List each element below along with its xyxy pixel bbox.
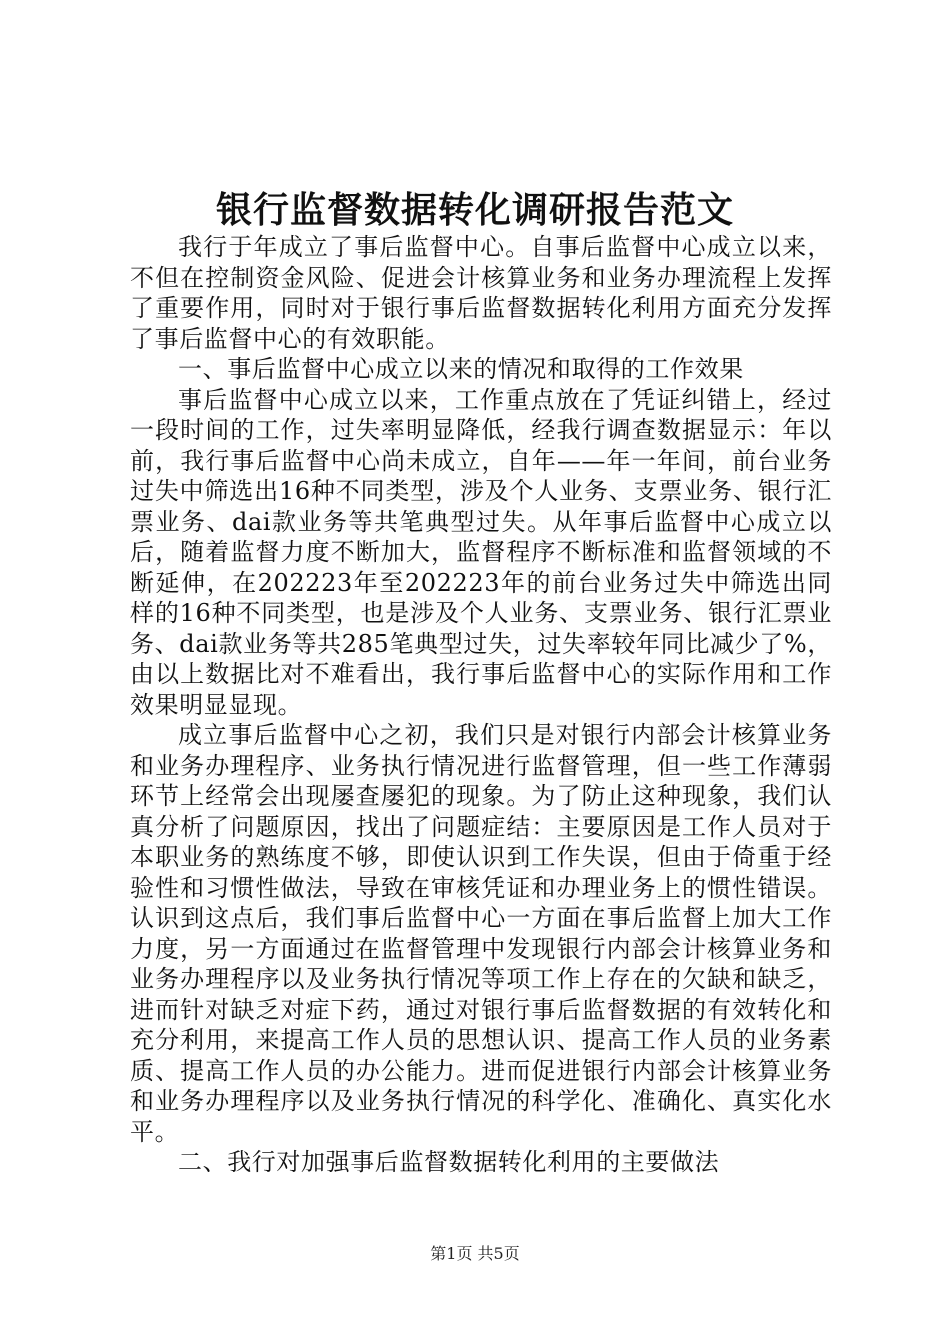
section-heading-1: 一、事后监督中心成立以来的情况和取得的工作效果 — [178, 355, 744, 383]
section-heading-2: 二、我行对加强事后监督数据转化利用的主要做法 — [178, 1148, 720, 1176]
document-body — [130, 232, 832, 1178]
paragraph-intro: 我行于年成立了事后监督中心。自事后监督中心成立以来，不但在控制资金风险、促进会计核算业务和业务办理流程上发挥了重要作用，同时对于银行事后监督数据转化利用方面充分发挥了事后监督中心的有效职能。 — [130, 233, 832, 353]
paragraph-results: 事后监督中心成立以来，工作重点放在了凭证纠错上，经过一段时间的工作，过失率明显降低，经我行调查数据显示：年以前，我行事后监督中心尚未成立，自年——年一年间，前台业务过失中筛选出16种不同类型，涉及个人业务、支票业务、银行汇票业务、dai款业务等共笔典型过失。从年事后监督中心成立以后，随着监督力度不断加大，监督程序不断标准和监督领域的不断延伸，在202223年至202223年的前台业务过失中筛选出同样的16种不同类型，也是涉及个人业务、支票业务、银行汇票业务、dai款业务等共285笔典型过失，过失率较年同比减少了%，由以上数据比对不难看出，我行事后监督中心的实际作用和工作效果明显显现。 — [130, 385, 832, 719]
page-number-footer: 第1页 共5页 — [430, 1244, 520, 1263]
document-title: 银行监督数据转化调研报告范文 — [215, 189, 734, 231]
paragraph-initial-stage: 成立事后监督中心之初，我们只是对银行内部会计核算业务和业务办理程序、业务执行情况进行监督管理，但一些工作薄弱环节上经常会出现屡查屡犯的现象。为了防止这种现象，我们认真分析了问题原因，找出了问题症结：主要原因是工作人员对于本职业务的熟练度不够，即使认识到工作失误，但由于倚重于经验性和习惯性做法，导致在审核凭证和办理业务上的惯性错误。认识到这点后，我们事后监督中心一方面在事后监督上加大工作力度，另一方面通过在监督管理中发现银行内部会计核算业务和业务办理程序以及业务执行情况等项工作上存在的欠缺和缺乏，进而针对缺乏对症下药，通过对银行事后监督数据的有效转化和充分利用，来提高工作人员的思想认识、提高工作人员的业务素质、提高工作人员的办公能力。进而促进银行内部会计核算业务和业务办理程序以及业务执行情况的科学化、准确化、真实化水平。 — [130, 721, 832, 1146]
